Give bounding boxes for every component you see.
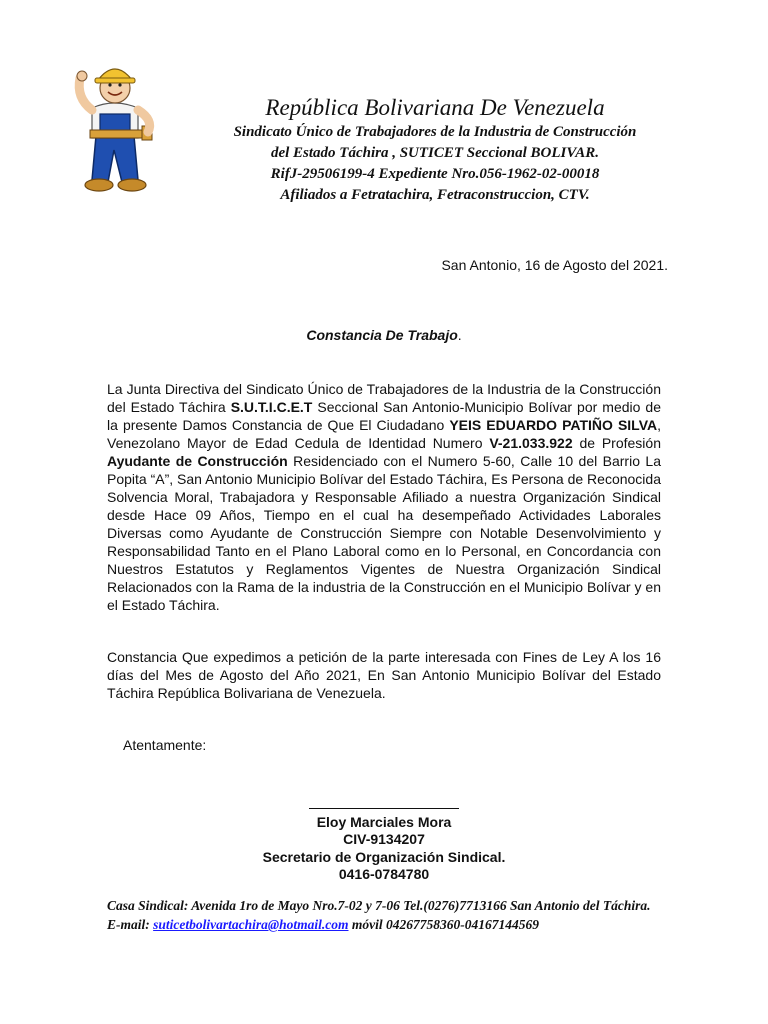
- document-heading: [0, 327, 768, 343]
- body-paragraph-2: Constancia Que expedimos a petición de la parte interesada con Fines de Ley A los 16 días del Mes de Agosto del Año 2021, En San Antonio Municipio Bolívar del Estado Táchira República Bolivariana de Venezuela.: [107, 649, 661, 701]
- worker-name: YEIS EDUARDO PATIÑO SILVA: [449, 417, 658, 433]
- p1-text-d: de Profesión: [572, 435, 661, 451]
- union-acronym: S.U.T.I.C.E.T: [230, 399, 313, 415]
- affiliation-line: Afiliados a Fetratachira, Fetraconstruccion, CTV.: [280, 187, 590, 203]
- email-link[interactable]: suticetbolivartachira@hotmail.com: [153, 917, 349, 932]
- construction-worker-logo: [62, 58, 180, 198]
- body-paragraph-1: [107, 380, 661, 614]
- document-date: San Antonio, 16 de Agosto del 2021.: [441, 257, 668, 273]
- signature-line: [309, 796, 459, 809]
- footer-contact: [107, 896, 667, 934]
- footer-address: Casa Sindical: Avenida 1ro de Mayo Nro.7-02 y 7-06 Tel.(0276)7713166 San Antonio del Táchira. E-mail:: [107, 898, 651, 932]
- signer-id: CIV-9134207: [343, 831, 425, 847]
- heading-period: .: [457, 327, 462, 343]
- signer-phone: 0416-0784780: [338, 866, 430, 882]
- union-state-line: del Estado Táchira , SUTICET Seccional BOLIVAR.: [270, 145, 600, 161]
- p1-text-c: , Venezolano Mayor de Edad Cedula de Identidad Numero: [107, 417, 661, 451]
- union-name-line: Sindicato Único de Trabajadores de la Industria de Construcción: [233, 124, 637, 140]
- signature-block: [0, 796, 768, 884]
- p1-text-a: La Junta Directiva del Sindicato Único de Trabajadores de la Industria de la Construcción del Estado Táchira: [107, 381, 661, 415]
- closing-salutation: Atentamente:: [123, 737, 207, 753]
- worker-id-number: V-21.033.922: [489, 435, 573, 451]
- country-title: República Bolivariana De Venezuela: [265, 95, 605, 120]
- letterhead: [190, 94, 680, 206]
- heading-text: Constancia De Trabajo: [306, 327, 458, 343]
- signer-role: Secretario de Organización Sindical.: [262, 848, 506, 865]
- rif-line: RifJ-29506199-4 Expediente Nro.056-1962-02-00018: [270, 166, 600, 182]
- footer-mobile: móvil 04267758360-04167144569: [348, 917, 539, 932]
- signer-name: Eloy Marciales Mora: [316, 813, 452, 830]
- p1-text-b: Seccional San Antonio-Municipio Bolívar por medio de la presente Damos Constancia de Que El Ciudadano: [107, 399, 661, 433]
- worker-profession: Ayudante de Construcción: [107, 453, 288, 469]
- p1-text-e: Residenciado con el Numero 5-60, Calle 10 del Barrio La Popita “A”, San Antonio Municipio Bolívar del Estado Táchira, Es Persona de Reconocida Solvencia Moral, Trabajadora y Responsable Afiliado a nuestra Organización Sindical desde Hace 09 Años, Tiempo en el cual ha desempeñado Actividades Laborales Diversas como Ayudante de Construcción Siempre con Notable Desenvolvimiento y Responsabilidad Tanto en el Plano Laboral como en lo Personal, en Concordancia con Nuestros Estatutos y Reglamentos Vigentes de Nuestra Organización Sindical Relacionados con la Rama de la industria de la Construcción en el Municipio Bolívar y en el Estado Táchira.: [107, 453, 661, 613]
